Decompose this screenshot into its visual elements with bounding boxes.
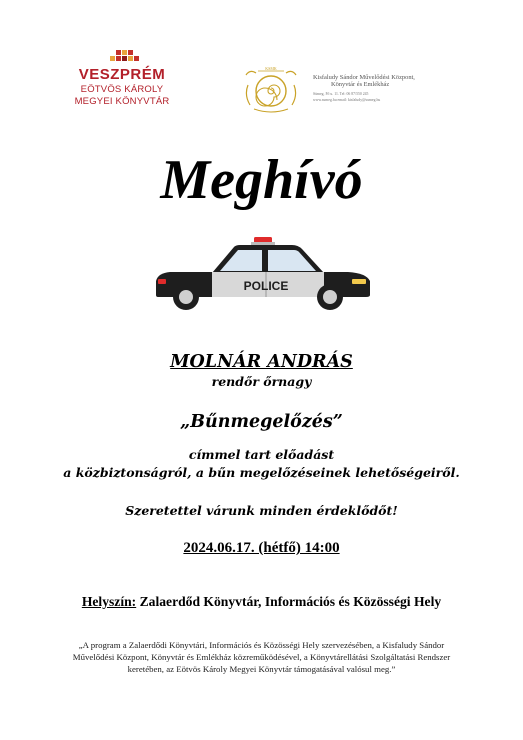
lecture-subtitle-line1: címmel tart előadást [188, 447, 335, 462]
venue-name: Zalaerdőd Könyvtár, Információs és Közösségi Hely [139, 594, 442, 609]
cultural-center-web: www.sumeg.hu email: kisfaludy@sumeg.hu [313, 98, 381, 102]
page-title: Meghívó [160, 149, 363, 211]
welcome-text: Szeretettel várunk minden érdeklődőt! [125, 503, 398, 518]
speaker-name: MOLNÁR ANDRÁS [170, 352, 353, 372]
event-datetime: 2024.06.17. (hétfő) 14:00 [183, 540, 340, 556]
lecture-subtitle-line2: a közbiztonságról, a bűn megelőzéseinek lehetőségeiről. [63, 465, 460, 480]
venue-line [0, 594, 523, 610]
cultural-center-logo-right [240, 65, 440, 117]
speaker-rank: rendőr őrnagy [211, 374, 312, 389]
logo-left-line1: EÖTVÖS KÁROLY [80, 84, 164, 95]
library-logo-left [72, 50, 182, 112]
cultural-center-name-line1: Kisfaludy Sándor Művelődési Központ, [313, 74, 415, 81]
emblem-text: KSMK [265, 66, 277, 71]
venue-label: Helyszín: [81, 594, 137, 609]
lecture-title: „Bűnmegelőzés” [180, 412, 343, 432]
spiral-emblem-icon [240, 65, 302, 113]
cultural-center-address: Sümeg, Fő u. 11. Tel: 06 87/550 245 [313, 92, 369, 96]
logo-left-name: VESZPRÉM [78, 66, 166, 83]
police-car-icon [152, 233, 374, 313]
police-label: POLICE [243, 279, 289, 293]
logo-left-line2: MEGYEI KÖNYVTÁR [74, 96, 170, 107]
checker-icon [110, 50, 138, 64]
cultural-center-name-line2: Könyvtár és Emlékház [331, 81, 390, 89]
footer-note: „A program a Zalaerdődi Könyvtári, Információs és Közösségi Hely szervezésében, a Kisfaludy Sándor Művelődési Központ, Könyvtár és Emlékház közreműködésével, a Könyvtárellátási Szolgáltatási Rendszer keretében, az Eötvös Károly Megyei Könyvtár támogatásával valósul meg.” [72, 640, 451, 674]
cultural-center-name [313, 74, 453, 89]
